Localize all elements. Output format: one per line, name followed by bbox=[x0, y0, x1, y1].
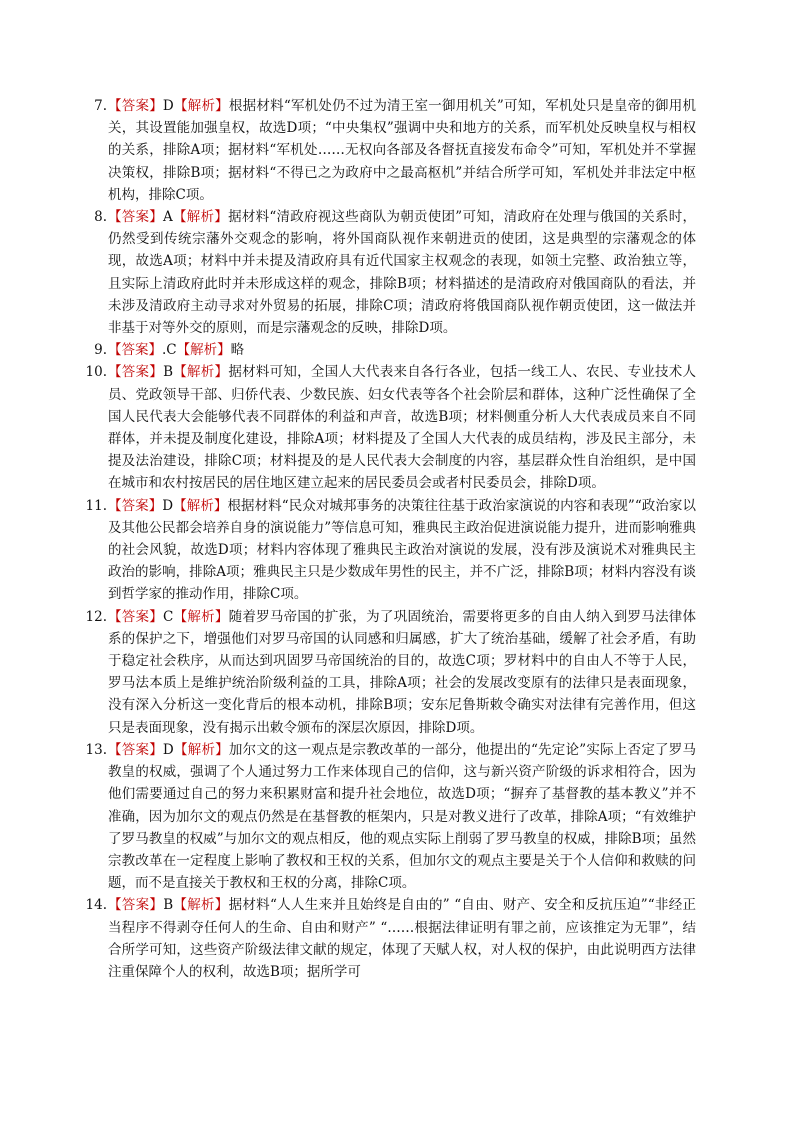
answer-tag: 【答案】 bbox=[108, 741, 163, 758]
answer-choice: C bbox=[163, 608, 174, 625]
answer-item-12 bbox=[85, 606, 697, 739]
answer-choice: D bbox=[162, 98, 174, 114]
item-number: 9. bbox=[94, 342, 107, 359]
item-number: 8. bbox=[94, 209, 107, 226]
answer-tag: 【答案】 bbox=[108, 608, 164, 625]
item-number: 7. bbox=[94, 98, 107, 114]
item-number: 13. bbox=[85, 741, 107, 758]
answer-tag: 【答案】 bbox=[108, 342, 162, 359]
answer-item-7 bbox=[94, 95, 697, 206]
answer-item-14 bbox=[85, 894, 696, 983]
analysis-tag: 【解析】 bbox=[172, 209, 229, 226]
analysis-text: 根据材料“军机处仍不过为清王室一御用机关”可知，军机处只是皇帝的御用机关，其设置能加强皇权，故选D项；“中央集权”强调中央和地方的关系，而军机处反映皇权与相权的关系，排除A项；据材料“军机处……无权向各部及各督抚直接发布命令”可知，军机处并不掌握决策权，排除B项；据材料“不得已之为政府中之最高枢机”并结合所学可知，军机处并非法定中枢机构，排除C项。 bbox=[108, 98, 697, 203]
answer-choice: B bbox=[163, 364, 173, 381]
analysis-tag: 【解析】 bbox=[176, 342, 231, 359]
answer-item-8 bbox=[94, 206, 697, 339]
answer-list bbox=[85, 95, 697, 983]
analysis-tag: 【解析】 bbox=[173, 897, 229, 914]
analysis-text: 略 bbox=[230, 342, 245, 359]
analysis-text: 随着罗马帝国的扩张，为了巩固统治，需要将更多的自由人纳入到罗马法律体系的保护之下，增强他们对罗马帝国的认同感和归属感，扩大了统治基础，缓解了社会矛盾，有助于稳定社会秩序，从而达到巩固罗马帝国统治的目的，故选C项；罗材料中的自由人不等于人民，罗马法本质上是维护统治阶级利益的工具，排除A项；社会的发展改变原有的法律只是表面现象，没有深入分析这一变化背后的根本动机，排除B项；安东尼鲁斯敕令确实对法律有完善作用，但这只是表面现象，没有揭示出敕令颁布的深层次原因，排除D项。 bbox=[108, 608, 697, 736]
item-number: 14. bbox=[85, 897, 107, 914]
answer-item-10 bbox=[85, 361, 697, 494]
analysis-tag: 【解析】 bbox=[173, 741, 229, 758]
analysis-tag: 【解析】 bbox=[173, 98, 229, 114]
answer-tag: 【答案】 bbox=[108, 897, 164, 914]
answer-choice: D bbox=[162, 497, 174, 514]
analysis-tag: 【解析】 bbox=[172, 364, 229, 381]
item-number: 10. bbox=[85, 364, 107, 381]
answer-choice: A bbox=[163, 209, 173, 226]
analysis-text: 加尔文的这一观点是宗教改革的一部分，他提出的“先定论”实际上否定了罗马教皇的权威，强调了个人通过努力工作来体现自己的信仰，这与新兴资产阶级的诉求相符合，因为他们需要通过自己的努力来积累财富和提升社会地位，故选D项；“摒弃了基督教的基本教义”并不准确，因为加尔文的观点仍然是在基督教的框架内，只是对教义进行了改革，排除A项；“有效维护了罗马教皇的权威”与加尔文的观点相反，他的观点实际上削弱了罗马教皇的权威，排除B项；虽然宗教改革在一定程度上影响了教权和王权的关系，但加尔文的观点主要是关于个人信仰和救赎的问题，而不是直接关于教权和王权的分离，排除C项。 bbox=[108, 741, 697, 892]
answer-tag: 【答案】 bbox=[108, 209, 164, 226]
answer-item-13 bbox=[85, 739, 697, 894]
analysis-text: 根据材料“民众对城邦事务的决策往往基于政治家演说的内容和表现”“政治家以及其他公民都会培养自身的演说能力”等信息可知，雅典民主政治促进演说能力提升，进而影响雅典的社会风貌，故选D项；材料内容体现了雅典民主政治对演说的发展，没有涉及演说术对雅典民主政治的影响，排除A项；雅典民主只是少数成年男性的民主，并不广泛，排除B项；材料内容没有谈到哲学家的推动作用，排除C项。 bbox=[108, 497, 696, 603]
answer-tag: 【答案】 bbox=[108, 364, 164, 381]
answer-choice: D bbox=[162, 741, 174, 758]
analysis-tag: 【解析】 bbox=[173, 608, 229, 625]
answer-choice: .C bbox=[162, 342, 177, 359]
answer-choice: B bbox=[163, 897, 174, 914]
analysis-text: 据材料“清政府视这些商队为朝贡使团”可知，清政府在处理与俄国的关系时，仍然受到传统宗藩外交观念的影响，将外国商队视作来朝进贡的使团，这是典型的宗藩观念的体现，故选A项；材料中并未提及清政府具有近代国家主权观念的表现，如领土完整、政治独立等，且实际上清政府此时并未形成这样的观念，排除B项；材料描述的是清政府对俄国商队的看法，并未涉及清政府主动寻求对外贸易的拓展，排除C项；清政府将俄国商队视作朝贡使团，这一做法并非基于对等外交的原则，而是宗藩观念的反映，排除D项。 bbox=[108, 209, 697, 337]
answer-tag: 【答案】 bbox=[108, 98, 163, 114]
analysis-text: 据材料“人人生来并且始终是自由的” “自由、财产、安全和反抗压迫”“非经正当程序不得剥夺任何人的生命、自由和财产” “……根据法律证明有罪之前，应该推定为无罪”，结合所学可知，这些资产阶级法律文献的规定，体现了天赋人权，对人权的保护，由此说明西方法律注重保障个人的权利，故选B项；据所学可 bbox=[108, 897, 696, 980]
analysis-text: 据材料可知，全国人大代表来自各行各业，包括一线工人、农民、专业技术人员、党政领导干部、归侨代表、少数民族、妇女代表等各个社会阶层和群体，这种广泛性确保了全国人民代表大会能够代表不同群体的利益和声音，故选B项；材料侧重分析人大代表成员来自不同群体，并未提及制度化建设，排除A项；材料提及了全国人大代表的成员结构，涉及民主部分，未提及法治建设，排除C项；材料提及的是人民代表大会制度的内容，基层群众性自治组织，是中国在城市和农村按居民的居住地区建立起来的居民委员会或者村民委员会，排除D项。 bbox=[108, 364, 697, 492]
item-number: 12. bbox=[85, 608, 107, 625]
item-number: 11. bbox=[85, 497, 107, 514]
answer-tag: 【答案】 bbox=[108, 497, 163, 514]
answer-item-9 bbox=[94, 339, 696, 361]
answer-item-11 bbox=[85, 495, 696, 606]
analysis-tag: 【解析】 bbox=[173, 497, 228, 514]
